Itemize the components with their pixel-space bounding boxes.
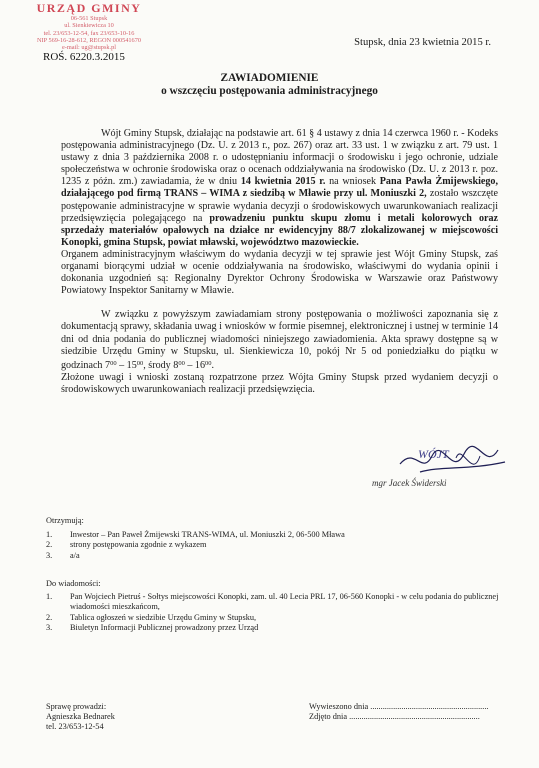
recipients-list (46, 530, 530, 561)
recipients-label: Otrzymują: (46, 516, 84, 525)
stamp-line: 06-561 Stupsk (70, 15, 108, 23)
stamp-line: tel. 23/653-12-54, fax 23/653-10-16 (43, 29, 135, 37)
document-body (61, 128, 498, 396)
list-item: 1. Inwestor – Pan Paweł Żmijewski TRANS-WIMA, ul. Moniuszki 2, 06-500 Mława (46, 530, 345, 539)
signature-stamp-text: WÓJT (418, 447, 449, 461)
prepared-label: Sprawę prowadzi: (46, 702, 107, 711)
prepared-name: Agnieszka Bednarek (46, 712, 115, 721)
stamp-line: ul. Sienkiewicza 10 (64, 22, 114, 30)
notice-list (46, 592, 530, 634)
date-line: Stupsk, dnia 23 kwietnia 2015 r. (354, 37, 491, 48)
reference-number: ROŚ. 6220.3.2015 (43, 51, 125, 63)
paragraph-authorities: Organem administracyjnym właściwym do wydania decyzji w tej sprawie jest Wójt Gminy Stupsk, zaś organami biorącymi udział w ocenie oddziaływania na środowisko, właściwymi do wydania opinii i dokonania uzgodnień są: Regionalny Dyrektor Ochrony Środowiska w Warszawie oraz Państwowy Powiatowy Inspektor Sanitarny w Mławie. (61, 248, 498, 297)
document-subtitle: o wszczęciu postępowania administracyjnego (161, 85, 378, 97)
paragraph-remarks: Złożone uwagi i wnioski zostaną rozpatrzone przez Wójta Gminy Stupsk przed wydaniem decyzji o środowiskowych uwarunkowaniach realizacji przedsięwzięcia. (61, 371, 498, 395)
prepared-phone: tel. 23/653-12-54 (46, 722, 104, 731)
posted-date: Wywieszono dnia ......................................................... (309, 702, 489, 711)
posting-info (309, 702, 488, 722)
list-item: 2. Tablica ogłoszeń w siedzibie Urzędu Gminy w Stupsku, (46, 612, 257, 622)
stamp-line: e-mail: ug@stupsk.pl (61, 43, 117, 51)
prepared-by (46, 702, 115, 732)
list-item: 1. Pan Wojciech Pietruś - Sołtys miejscowości Konopki, zam. ul. 40 Lecia PRL 17, 06-560 Konopki - w celu podania do publicznej wiadomości mieszkańcom, (46, 592, 499, 612)
list-item: 2. strony postępowania zgodnie z wykazem (46, 540, 207, 550)
document-title: ZAWIADOMIENIE (220, 72, 319, 84)
list-item: 3. Biuletyn Informacji Publicznej prowadzony przez Urząd (46, 623, 259, 633)
removed-date: Zdjęto dnia ............................................................... (309, 712, 480, 721)
paragraph-access: W związku z powyższym zawiadamiam strony postępowania o możliwości zapoznania się z dokumentacją sprawy, składania uwag i wniosków w formie pisemnej, elektronicznej i ustnej w terminie 14 dni od dnia podania do publicznej wiadomości niniejszego zawiadomienia. Akta sprawy dostępne są w siedzibie Urzędu Gminy w Stupsku, ul. Sienkiewicza 10, pokój Nr 5 od poniedziałku do piątku w godzinach $7^{00} - 15^{00}$, środy $8^{00} - 16^{00}$. (61, 309, 498, 371)
office-stamp (14, 2, 164, 51)
paragraph-legal-basis: Wójt Gminy Stupsk, działając na podstawie art. 61 § 4 ustawy z dnia 14 czerwca 1960 r. - Kodeks postępowania administracyjnego (Dz. U. z 2013 r., poz. 267) oraz art. 33 ust. 1 w związku z art. 79 ust. 1 ustawy z dnia 3 października 2008 r. o udostępnianiu informacji o środowisku i jego ochronie, udziale społeczeństwa w ochronie środowiska oraz o ocenach oddziaływania na środowisko (Dz. U. z 2013 r. poz. 1235 z późn. zm.) zawiadamia, że w dniu 14 kwietnia 2015 r. na wniosek Pana Pawła Żmijewskiego, działającego pod firmą TRANS – WIMA z siedzibą w Mławie przy ul. Moniuszki 2, zostało wszczęte postępowanie administracyjne w sprawie wydania decyzji o środowiskowych uwarunkowaniach realizacji przedsięwzięcia polegającego na prowadzeniu punktu skupu złomu i metali kolorowych oraz sprzedaży materiałów opałowych na działce nr ewidencyjny 88/7 zlokalizowanej w miejscowości Konopki, gmina Stupsk, powiat mławski, województwo mazowieckie. (61, 128, 498, 248)
document-heading (0, 72, 539, 98)
list-item: 3. a/a (46, 550, 80, 560)
stamp-title: URZĄD GMINY (36, 1, 142, 15)
signature-caption: mgr Jacek Świderski (372, 478, 447, 488)
stamp-line: NIP 569-16-28-612, REGON 000541670 (36, 36, 141, 44)
notice-label: Do wiadomości: (46, 579, 101, 588)
